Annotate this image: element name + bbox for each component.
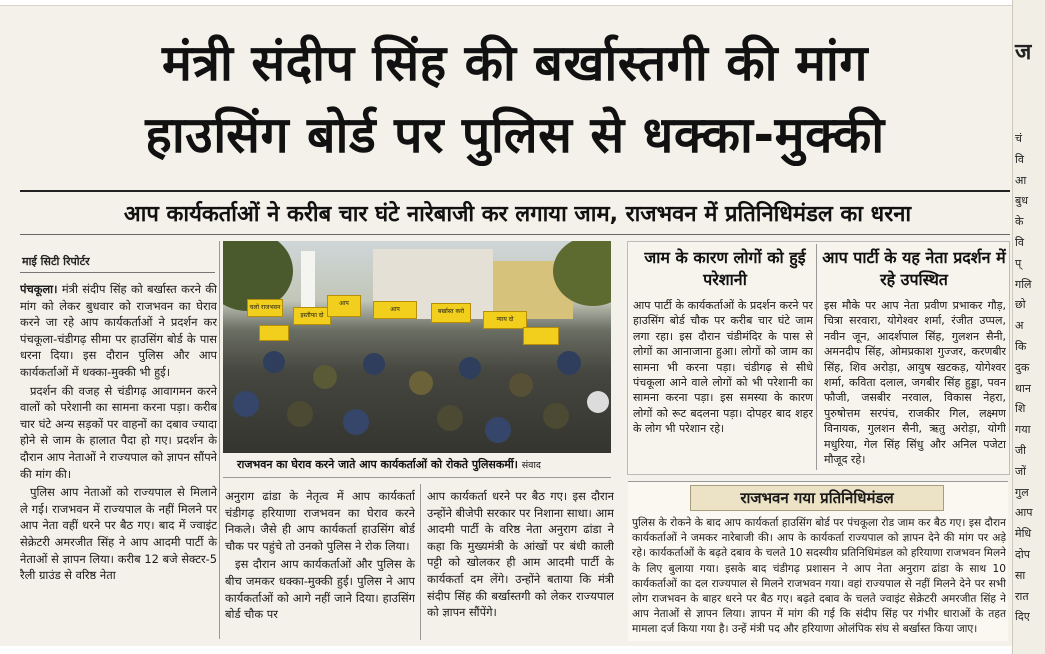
column-divider <box>420 484 421 640</box>
adjacent-article-line: शि <box>1015 402 1026 416</box>
adjacent-article-line: वि <box>1015 152 1024 166</box>
placard: इस्तीफा दो <box>293 307 331 325</box>
photo-credit: संवाद <box>521 460 541 471</box>
subheadline: आप कार्यकर्ताओं ने करीब चार घंटे नारेबाजी कर लगाया जाम, राजभवन में प्रतिनिधिमंडल का धरना <box>123 202 912 227</box>
rule-below-subhead <box>20 234 1010 235</box>
adjacent-article-line: गुल <box>1015 485 1029 499</box>
adjacent-article-line: दुक <box>1015 360 1030 374</box>
headline-line-1: मंत्री संदीप सिंह की बर्खास्तगी की मांग <box>161 34 869 92</box>
box-leaders-title: आप पार्टी के यह नेता प्रदर्शन में रहे उपस्थित <box>822 248 1006 289</box>
col1-para-2: प्रदर्शन की वजह से चंडीगढ़ आवागमन करने वालों को परेशानी का सामना करना पड़ा। करीब चार घंटे अन्य सड़कों पर वाहनों का दबाव ज्यादा होने से जाम के हालात पैदा हो गए। प्रदर्शन के दौरान आप नेताओं ने राज्यपाल को ज्ञापन सौंपने की मांग की। <box>20 383 217 481</box>
adjacent-article-line: गया <box>1015 423 1031 437</box>
article-column-1 <box>20 281 217 641</box>
adjacent-article-line: कि <box>1015 340 1027 353</box>
adjacent-article-line: रात <box>1015 589 1029 603</box>
adjacent-article-line: गलि <box>1015 277 1032 291</box>
article-column-3 <box>427 488 614 640</box>
adjacent-article-line: जी <box>1015 444 1027 457</box>
adjacent-article-line: वि <box>1015 236 1024 249</box>
placard: न्याय दो <box>483 311 527 329</box>
adjacent-article-line: सा <box>1015 568 1026 582</box>
byline: माई सिटी रिपोर्टर <box>22 255 90 268</box>
photo-rule <box>223 477 611 478</box>
page-bottom-edge <box>0 646 1012 654</box>
photo-caption-text: राजभवन का घेराव करने जाते आप कार्यकर्ताओं को रोकते पुलिसकर्मी। <box>237 458 518 471</box>
col1-para-3: पुलिस आप नेताओं को राज्यपाल से मिलाने ले गई। राजभवन में राज्यपाल के नहीं मिलने पर आप नेता वहीं धरने पर बैठ गए। बाद में ज्वाइंट सेक्रेटरी अमरजीत सिंह ने आप आदमी पार्टी के नेताओं से ज्ञापन लिया। करीब 12 बजे सेक्टर-5 रैली ग्राउंड से वरिष्ठ नेता <box>20 485 217 583</box>
column-divider <box>219 241 220 639</box>
placard: आप <box>327 295 361 317</box>
photo-caption <box>223 455 611 475</box>
col3-para-1: आप कार्यकर्ता धरने पर बैठ गए। इस दौरान उन्होंने बीजेपी सरकार पर निशाना साधा। आम आदमी पार्टी के वरिष्ठ नेता अनुराग ढांडा ने कहा कि मुख्यमंत्री के आंखों पर बंधी काली पट्टी को खोलकर ही आम आदमी पार्टी के कार्यकर्ता दम लेंगे। उन्होंने बताया कि मंत्री संदीप सिंह की बर्खास्तगी को लेकर राज्यपाल को ज्ञापन सौंपेंगे। <box>427 489 614 620</box>
page-top-edge <box>0 0 1045 6</box>
adjacent-article-headline: ज <box>1015 40 1032 65</box>
article-column-2 <box>225 488 415 640</box>
box-leaders-text: इस मौके पर आप नेता प्रवीण प्रभाकर गौड़, चित्रा सरवारा, योगेश्वर शर्मा, रंजीत उप्पल, नवीन जून, आदर्शपाल सिंह, गुलशन सैनी, अमनदीप सिंह, ओमप्रकाश गुज्जर, करणबीर सिंह, शिव अरोड़ा, आयुष खटकड़, योगेश्वर शर्मा, कविता दलाल, जगबीर सिंह हुड्डा, पवन फौजी, जसबीर नरवाल, विकास नेहरा, पुरुषोत्तम सरपंच, राजकीर गिल, लक्ष्मण विनायक, गुलशन सैनी, ऋतु अरोड़ा, योगी मधुरिया, गेल सिंह सिंधु और अनिल पजेटा मौजूद रहे। <box>824 299 1006 467</box>
adjacent-article-line: दोप <box>1015 548 1030 561</box>
protest-photo <box>223 241 611 453</box>
adjacent-article-strip <box>1012 0 1045 654</box>
adjacent-article-line: छो <box>1015 298 1026 312</box>
headline-line-2: हाउसिंग बोर्ड पर पुलिस से धक्का-मुक्की <box>145 106 885 164</box>
adjacent-article-line: आप <box>1015 506 1033 520</box>
placard: बर्खास्त करो <box>431 303 471 323</box>
box-jam-title: जाम के कारण लोगों को हुई परेशानी <box>644 248 806 289</box>
adjacent-article-line: दिए <box>1015 610 1030 624</box>
adjacent-article-line: चं <box>1015 132 1022 145</box>
box-rajbhavan-title: राजभवन गया प्रतिनिधिमंडल <box>690 485 944 511</box>
adjacent-article-line: मेधि <box>1015 527 1032 541</box>
adjacent-article-line: अ <box>1015 319 1024 333</box>
box-rajbhavan-text: पुलिस के रोकने के बाद आप कार्यकर्ता हाउसिंग बोर्ड पर पंचकूला रोड जाम कर बैठ गए। इस दौरान कार्यकर्ताओं ने जमकर नारेबाजी की। आप के कार्यकर्ता राज्यपाल को ज्ञापन देने की मांग पर अड़े रहे। कार्यकर्ताओं के बढ़ते दबाव के चलते 10 सदस्यीय प्रतिनिधिमंडल को हरियाणा राजभवन मिलने के लिए बुलाया गया। इसके बाद चंडीगढ़ प्रशासन ने आप नेता अनुराग ढांडा के साथ 10 कार्यकर्ताओं का दल राज्यपाल से मिलने राजभवन गया। वहां राज्यपाल से नहीं मिलने देने पर सभी लोग राजभवन के बाहर धरने पर बैठ गए। बढ़ते दबाव के चलते ज्वाइंट सेक्रेटरी अमरजीत सिंह ने आप नेताओं से ज्ञापन लिया। ज्ञापन में मांग की गई कि संदीप सिंह पर गंभीर धाराओं के तहत मामला दर्ज किया गया है। उन्हें मंत्री पद और हरियाणा ओलंपिक संघ से बर्खास्त किया जाए। <box>632 517 1006 636</box>
col2-para-1: अनुराग ढांडा के नेतृत्व में आप कार्यकर्ता चंडीगढ़ हरियाणा राजभवन का घेराव करने निकले। जैसे ही आप कार्यकर्ता हाउसिंग बोर्ड चौक पर पहुंचे तो उनको पुलिस ने रोक लिया। <box>225 489 415 553</box>
rule-above-subhead <box>20 190 1010 192</box>
adjacent-article-line: थान <box>1015 381 1031 395</box>
adjacent-article-line: आ <box>1015 173 1027 187</box>
col2-para-2: इस दौरान आप कार्यकर्ताओं और पुलिस के बीच जमकर धक्का-मुक्की हुई। पुलिस ने आप कार्यकर्ताओं को आगे नहीं जाने दिया। हाउसिंग बोर्ड चौक पर <box>225 557 415 622</box>
byline-rule <box>20 272 215 273</box>
placard: आप <box>373 301 417 319</box>
adjacent-article-line: जों <box>1015 464 1027 478</box>
col1-para-1: मंत्री संदीप सिंह को बर्खास्त करने की मांग को लेकर बुधवार को राजभवन का घेराव करने जा रहे आप कार्यकर्ताओं ने प्रदर्शन कर पंचकूला-चंडीगढ़ सीमा पर हाउसिंग बोर्ड के पास धरना दिया। इस दौरान पुलिस और आप कार्यकर्ताओं में धक्का-मुक्की भी हुई। <box>20 282 217 379</box>
box-divider <box>816 244 817 470</box>
adjacent-article-line: के <box>1015 215 1024 229</box>
placard: चलो राजभवन <box>247 299 283 317</box>
box-jam-text: आप पार्टी के कार्यकर्ताओं के प्रदर्शन करने पर हाउसिंग बोर्ड चौक पर करीब चार घंटे जाम लगा रहा। इस दौरान चंडीमंदिर के पास से लोगों का आनाजाना हुआ। लोगों को जाम का सामना भी करना पड़ा। चंडीगढ़ से सीधे पंचकूला आने वाले लोगों को भी परेशानी का सामना करना पड़ा। इस समस्या के कारण लोगों को रूट बदलना पड़ा। दोपहर बाद शहर के लोग भी परेशान रहे। <box>633 299 813 436</box>
adjacent-article-line: प् <box>1015 256 1022 270</box>
dateline: पंचकूला। <box>20 282 58 296</box>
adjacent-article-line: बुध <box>1015 194 1029 208</box>
